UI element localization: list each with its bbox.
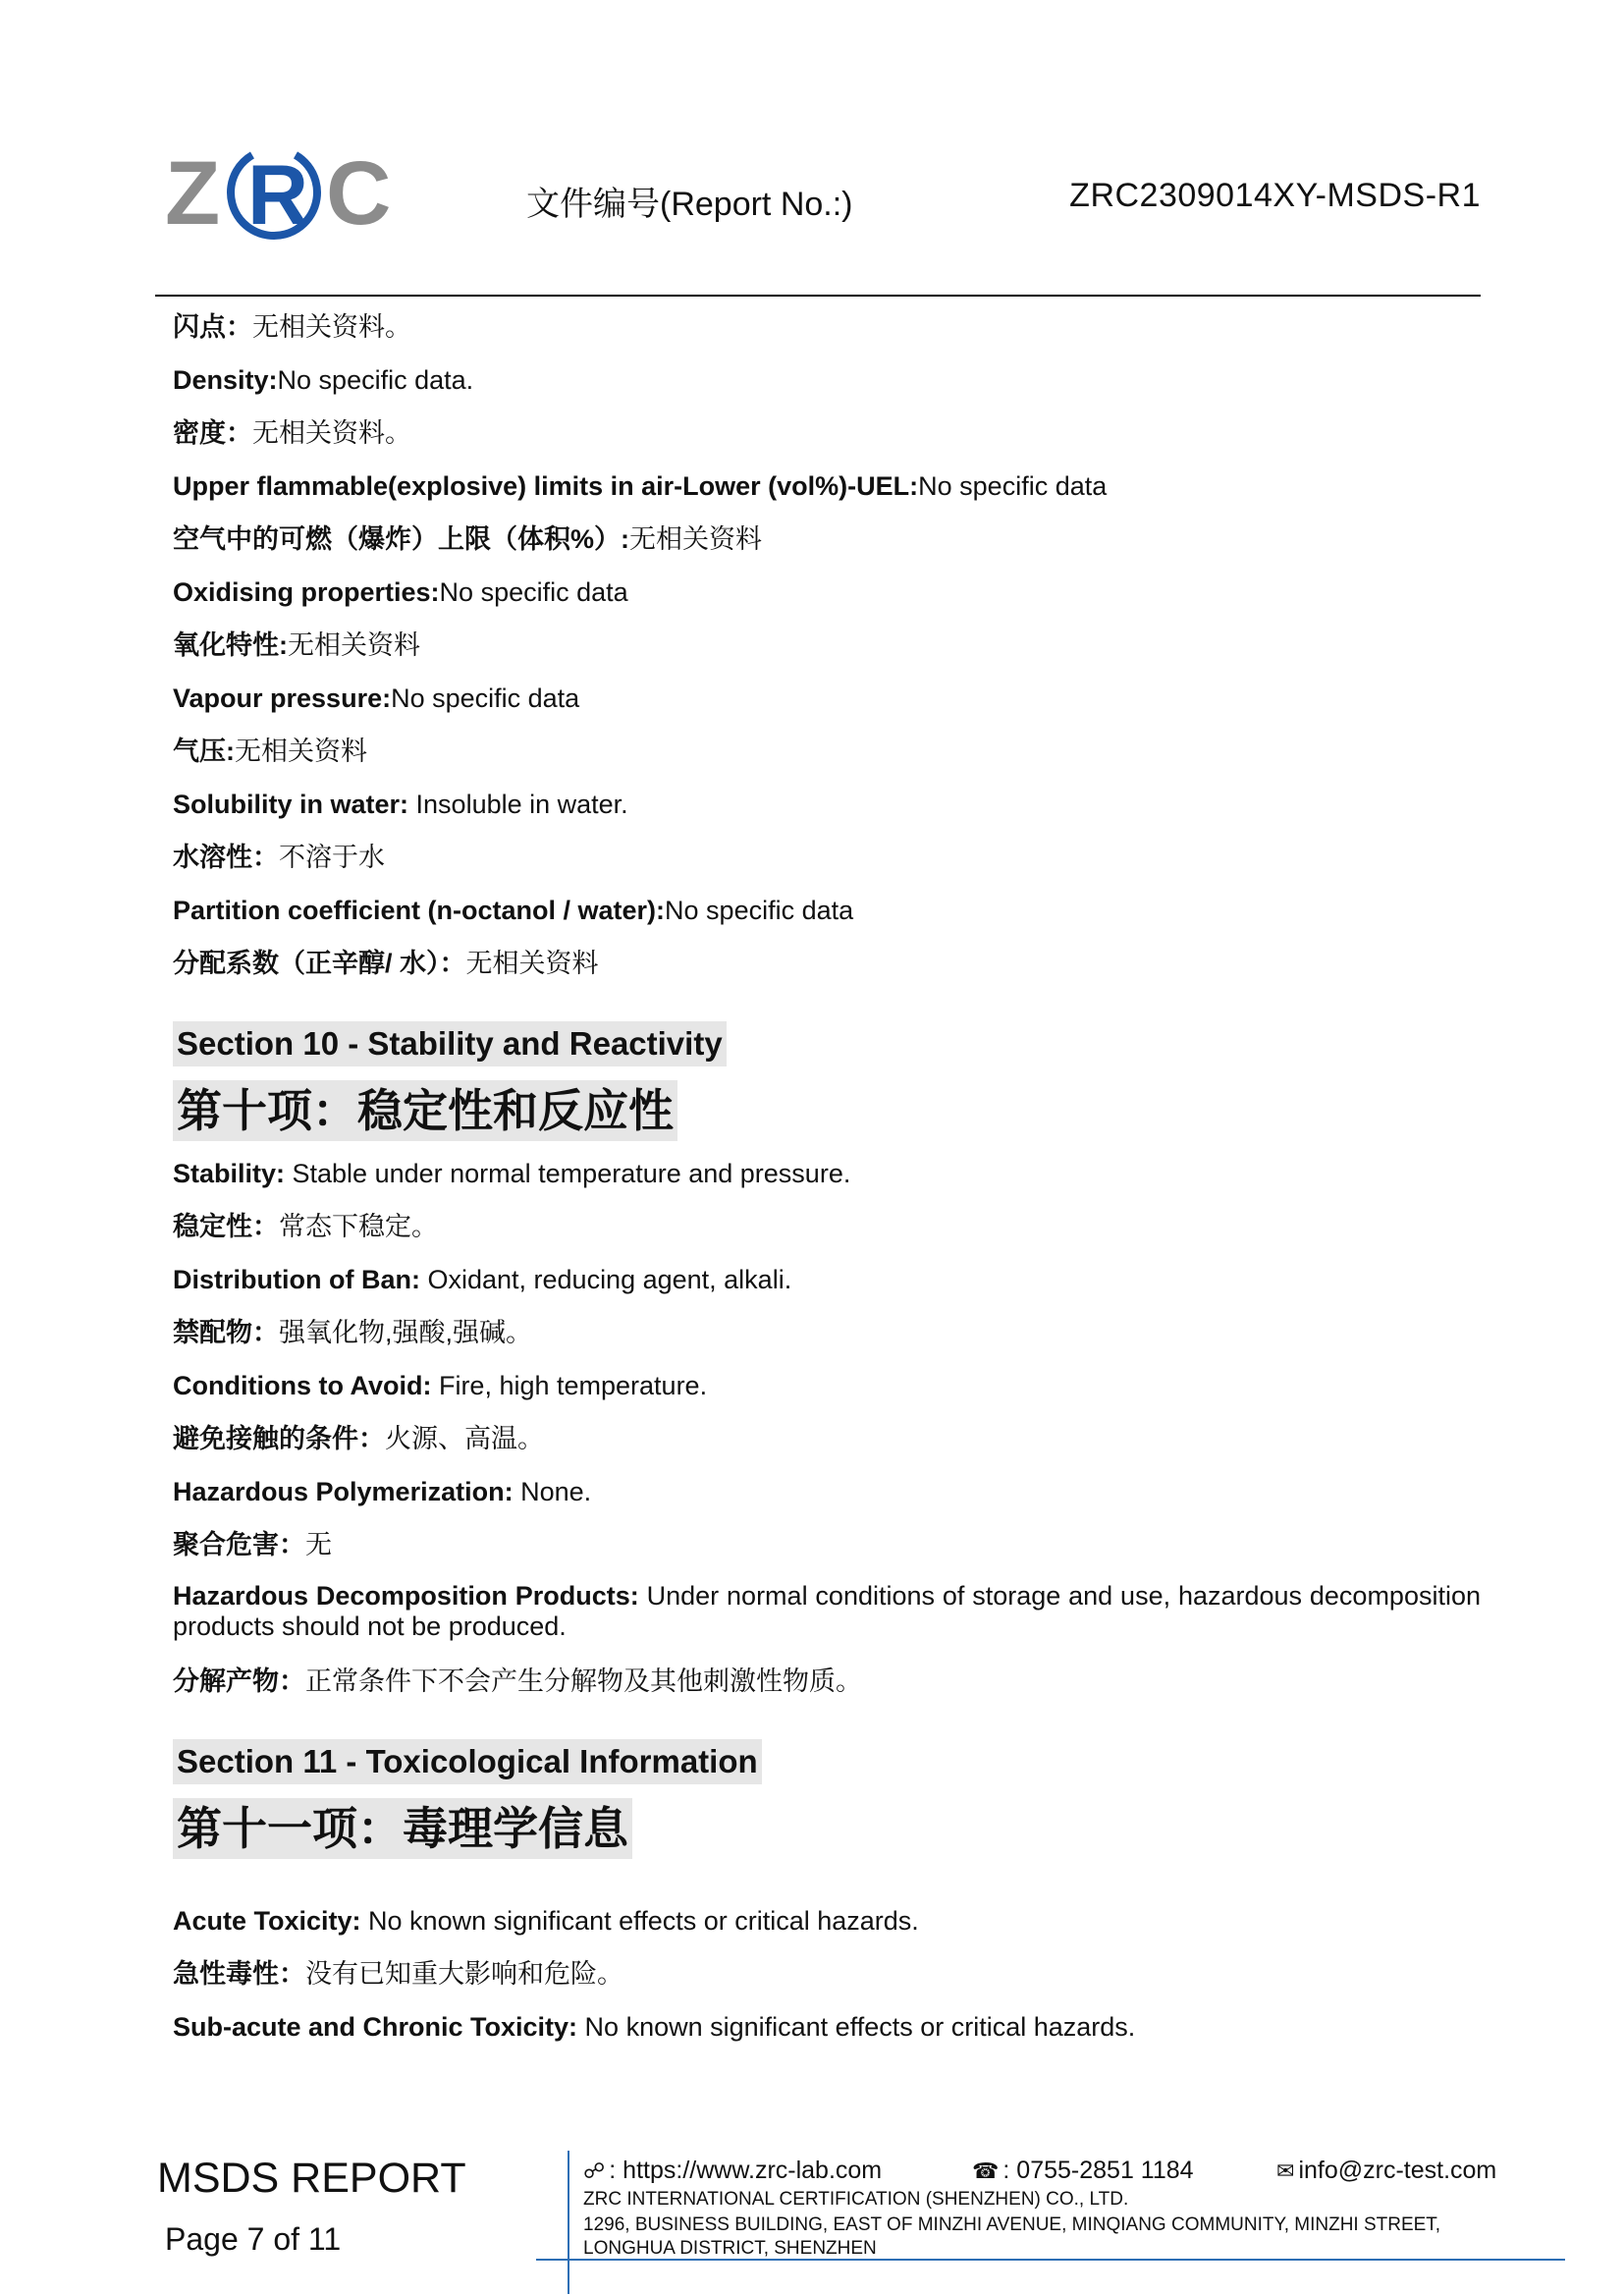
section-10-title-en: Section 10 - Stability and Reactivity <box>173 1021 727 1066</box>
section-10-line: Conditions to Avoid: Fire, high temperature. <box>173 1371 708 1400</box>
property-line: 密度：无相关资料。 <box>173 418 411 448</box>
report-number: ZRC2309014XY-MSDS-R1 <box>1069 177 1481 214</box>
footer-company: ZRC INTERNATIONAL CERTIFICATION (SHENZHEN) CO., LTD. <box>583 2189 1129 2210</box>
section-10-line: Stability: Stable under normal temperature and pressure. <box>173 1159 851 1188</box>
property-line: Density:No specific data. <box>173 365 474 395</box>
property-line: 空气中的可燃（爆炸）上限（体积%）:无相关资料 <box>173 524 762 554</box>
svg-text:Z: Z <box>165 143 221 244</box>
section-11-line: Acute Toxicity: No known significant effects or critical hazards. <box>173 1906 919 1936</box>
svg-text:R: R <box>247 148 309 243</box>
footer-report-title: MSDS REPORT <box>157 2155 466 2202</box>
page-number: Page 7 of 11 <box>165 2221 342 2257</box>
section-11-title-en: Section 11 - Toxicological Information <box>173 1739 762 1784</box>
property-line: 水溶性：不溶于水 <box>173 843 385 872</box>
section-11-line: Sub-acute and Chronic Toxicity: No known significant effects or critical hazards. <box>173 2012 1136 2042</box>
section-11-title-zh: 第十一项：毒理学信息 <box>173 1798 632 1859</box>
footer-address-line-1: 1296, BUSINESS BUILDING, EAST OF MINZHI AVENUE, MINQIANG COMMUNITY, MINZHI STREET, <box>583 2214 1441 2235</box>
footer-address-line-2: LONGHUA DISTRICT, SHENZHEN <box>583 2238 877 2259</box>
web-icon: ☍ <box>583 2158 606 2183</box>
section-10-line: 稳定性：常态下稳定。 <box>173 1212 438 1241</box>
section-10-line: 避免接触的条件：火源、高温。 <box>173 1424 544 1453</box>
property-line: Upper flammable(explosive) limits in air-Lower (vol%)-UEL:No specific data <box>173 471 1108 501</box>
mail-icon: ✉ <box>1276 2158 1295 2183</box>
property-line: 分配系数（正辛醇/ 水）：无相关资料 <box>173 949 599 978</box>
property-line: 气压:无相关资料 <box>173 737 367 766</box>
header-divider <box>155 295 1481 297</box>
footer-email[interactable]: ✉ info@zrc-test.com <box>1276 2157 1497 2184</box>
section-10-title-zh: 第十项：稳定性和反应性 <box>173 1080 677 1141</box>
property-line: Partition coefficient (n-octanol / water):No specific data <box>173 896 854 925</box>
report-number-label: 文件编号(Report No.:) <box>526 186 853 223</box>
section-10-line: 聚合危害：无 <box>173 1530 332 1559</box>
property-line: 氧化特性:无相关资料 <box>173 630 420 660</box>
footer-phone: ☎ : 0755-2851 1184 <box>972 2157 1194 2184</box>
property-line: Oxidising properties:No specific data <box>173 577 628 607</box>
section-11-line: 急性毒性：没有已知重大影响和危险。 <box>173 1959 623 1989</box>
property-line: Vapour pressure:No specific data <box>173 683 580 713</box>
phone-icon: ☎ <box>972 2158 1000 2183</box>
footer-website[interactable]: ☍ : https://www.zrc-lab.com <box>583 2157 883 2184</box>
property-line: 闪点：无相关资料。 <box>173 312 411 342</box>
document-body <box>173 301 1481 2053</box>
zrc-logo <box>165 141 401 249</box>
section-10-line: Hazardous Polymerization: None. <box>173 1477 592 1506</box>
footer-divider-vertical <box>568 2151 569 2294</box>
property-line: Solubility in water: Insoluble in water. <box>173 790 628 819</box>
decomposition-products-paragraph: Hazardous Decomposition Products: Under normal conditions of storage and use, hazardous decomposition products should not be produced. <box>173 1581 1481 1641</box>
decomposition-products-zh: 分解产物：正常条件下不会产生分解物及其他刺激性物质。 <box>173 1667 862 1696</box>
section-10-line: 禁配物：强氧化物,强酸,强碱。 <box>173 1318 533 1347</box>
section-10-line: Distribution of Ban: Oxidant, reducing agent, alkali. <box>173 1265 792 1294</box>
svg-text:C: C <box>326 143 392 244</box>
